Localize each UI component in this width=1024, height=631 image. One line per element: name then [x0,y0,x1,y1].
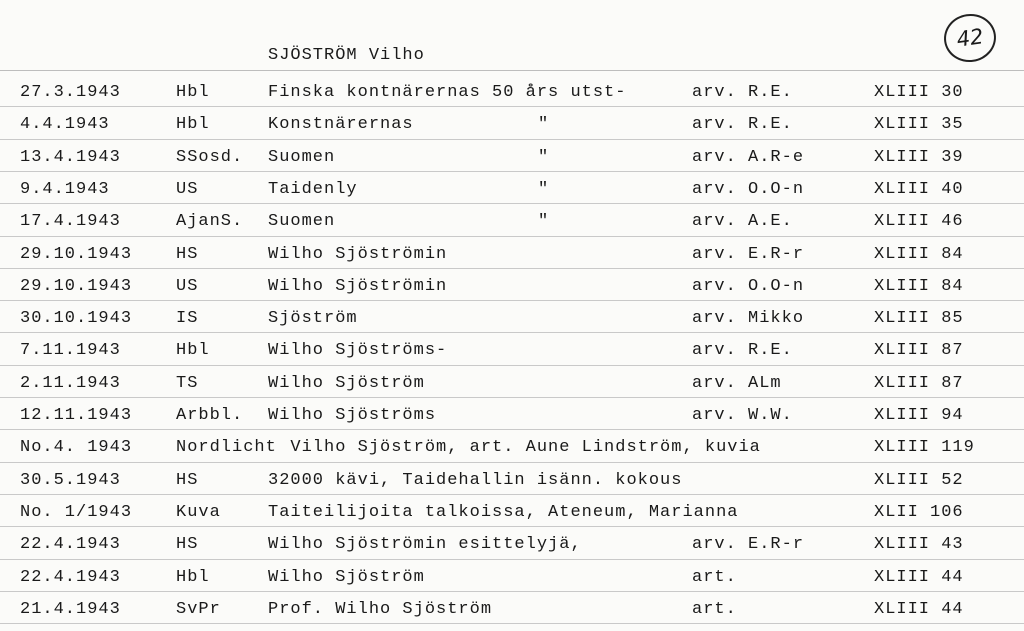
row-rule [0,623,1024,624]
entry-date: 7.11.1943 [20,341,121,361]
entry-ditto-mark: " [538,212,550,232]
entry-ditto-mark: " [538,147,550,167]
entry-reviewer: arv. R.E. [692,83,793,102]
entry-row [0,559,1024,591]
entry-newspaper: HS [176,244,199,264]
entry-row [0,397,1024,429]
entry-date: No.4. 1943 [20,438,133,458]
entry-title: Vilho Sjöström, art. Aune Lindström, kuvia [268,438,761,458]
entry-newspaper: Hbl [176,341,210,361]
entry-row [0,429,1024,461]
entry-reviewer: arv. W.W. [692,406,793,425]
entry-date: 17.4.1943 [20,212,121,232]
entry-reference: XLIII 43 [874,535,964,555]
header-rule [0,70,1024,71]
entry-row [0,300,1024,332]
entry-date: 22.4.1943 [20,535,121,555]
entry-row [0,139,1024,171]
entry-newspaper: Nordlicht [176,438,277,458]
entry-date: 29.10.1943 [20,276,133,296]
entry-title: Wilho Sjöström [268,567,425,587]
entry-date: 29.10.1943 [20,244,133,264]
entry-row [0,236,1024,268]
entry-newspaper: US [176,179,199,199]
circled-page-number: 42 [941,11,999,66]
entry-reference: XLIII 94 [874,406,964,425]
entry-title: Prof. Wilho Sjöström [268,599,493,619]
entry-newspaper: HS [176,535,199,555]
entry-newspaper: Hbl [176,115,210,135]
entry-title: Wilho Sjöströms- [268,341,448,361]
entry-date: 2.11.1943 [20,373,121,393]
entry-newspaper: US [176,276,199,296]
entry-reference: XLIII 39 [874,147,964,167]
entry-row [0,526,1024,558]
entry-row [0,106,1024,138]
entry-reference: XLII 106 [874,502,964,522]
entry-row [0,171,1024,203]
entry-newspaper: SSosd. [176,147,244,167]
entry-reviewer: arv. A.E. [692,212,793,232]
entry-newspaper: Arbbl. [176,406,244,425]
entry-title: Wilho Sjöströms [268,406,437,425]
entry-row [0,365,1024,397]
entry-date: 22.4.1943 [20,567,121,587]
entry-date: 9.4.1943 [20,179,110,199]
entry-title: Finska kontnärernas 50 års utst- [268,83,627,102]
entry-date: 12.11.1943 [20,406,133,425]
entry-reviewer: arv. O.O-n [692,276,805,296]
entry-reference: XLIII 87 [874,373,964,393]
entry-reviewer: arv. E.R-r [692,244,805,264]
entry-reference: XLIII 44 [874,567,964,587]
entry-title: Wilho Sjöströmin [268,244,448,264]
entry-title: Suomen [268,147,336,167]
entry-title: Wilho Sjöströmin [268,276,448,296]
entry-reference: XLIII 84 [874,276,964,296]
entry-reference: XLIII 40 [874,179,964,199]
entry-newspaper: Hbl [176,567,210,587]
entry-date: 30.5.1943 [20,470,121,490]
entry-date: 27.3.1943 [20,83,121,102]
entry-reference: XLIII 84 [874,244,964,264]
entry-reference: XLIII 35 [874,115,964,135]
entry-reference: XLIII 87 [874,341,964,361]
entry-newspaper: IS [176,309,199,329]
entry-reviewer: arv. O.O-n [692,179,805,199]
entry-date: 13.4.1943 [20,147,121,167]
entry-reference: XLIII 44 [874,599,964,619]
entry-reference: XLIII 30 [874,83,964,102]
entry-date: 21.4.1943 [20,599,121,619]
entry-newspaper: HS [176,470,199,490]
entry-reviewer: arv. Mikko [692,309,805,329]
entry-newspaper: TS [176,373,199,393]
entry-title: Suomen [268,212,336,232]
entry-title: 32000 kävi, Taidehallin isänn. kokous [268,470,683,490]
entry-title: Taiteilijoita talkoissa, Ateneum, Marianna [268,502,739,522]
entry-reviewer: arv. ALm [692,373,782,393]
entry-title: Sjöström [268,309,358,329]
entry-title: Konstnärernas [268,115,414,135]
entry-date: 4.4.1943 [20,115,110,135]
entry-reviewer: arv. A.R-e [692,147,805,167]
entry-ditto-mark: " [538,179,550,199]
entry-newspaper: AjanS. [176,212,244,232]
entry-reference: XLIII 46 [874,212,964,232]
entry-row [0,332,1024,364]
entry-newspaper: SvPr [176,599,221,619]
entry-title: Wilho Sjöström [268,373,425,393]
entry-row [0,494,1024,526]
card-heading-name: SJÖSTRÖM Vilho [268,46,425,65]
entry-title: Wilho Sjöströmin esittelyjä, [268,535,582,555]
entry-reference: XLIII 52 [874,470,964,490]
entry-title: Taidenly [268,179,358,199]
entry-newspaper: Hbl [176,83,210,102]
entry-reviewer: arv. R.E. [692,341,793,361]
entry-date: 30.10.1943 [20,309,133,329]
entry-ditto-mark: " [538,115,550,135]
entry-reference: XLIII 119 [874,438,975,458]
entry-row [0,74,1024,106]
entry-reviewer: arv. R.E. [692,115,793,135]
entry-reviewer: arv. E.R-r [692,535,805,555]
entry-row [0,203,1024,235]
entry-reviewer: art. [692,599,737,619]
entry-row [0,462,1024,494]
entry-reviewer: art. [692,567,737,587]
entry-row [0,268,1024,300]
entry-date: No. 1/1943 [20,502,133,522]
entry-newspaper: Kuva [176,502,221,522]
entry-row [0,591,1024,623]
entry-reference: XLIII 85 [874,309,964,329]
